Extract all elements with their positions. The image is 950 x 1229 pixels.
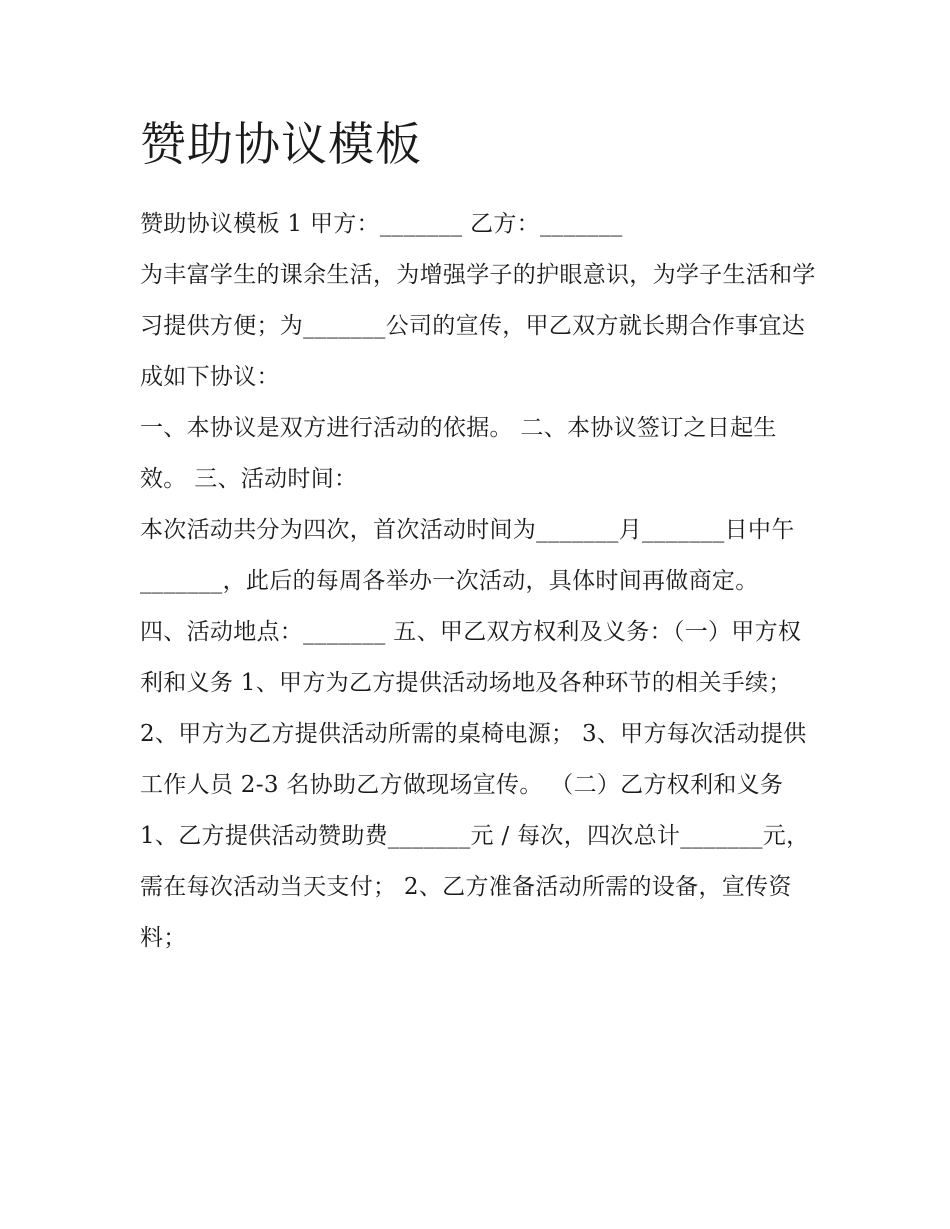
- paragraph-purpose: 为丰富学生的课余生活，为增强学子的护眼意识，为学子生活和学习提供方便；为_______公司的宣传，甲乙双方就长期合作事宜达成如下协议：: [140, 262, 816, 390]
- paragraph-clauses-1-3: 一、本协议是双方进行活动的依据。 二、本协议签订之日起生效。 三、活动时间：: [140, 415, 777, 492]
- paragraph-activity-time: 本次活动共分为四次，首次活动时间为_______月_______日中午_______，此后的每周各举办一次活动，具体时间再做商定。: [140, 517, 795, 594]
- paragraph-parties: 赞助协议模板 1 甲方：_______ 乙方：_______: [140, 211, 623, 237]
- document-title: 赞助协议模板: [140, 117, 422, 171]
- paragraph-location-and-party-a: 四、活动地点：_______ 五、甲乙双方权利及义务：（一）甲方权利和义务 1、甲方为乙方提供活动场地及各种环节的相关手续；: [140, 619, 802, 696]
- paragraph-party-b-duties: 1、乙方提供活动赞助费_______元 / 每次，四次总计_______元，需在每次活动当天支付； 2、乙方准备活动所需的设备，宣传资料；: [140, 823, 810, 951]
- document-body: [140, 199, 820, 964]
- paragraph-party-a-duties: 2、甲方为乙方提供活动所需的桌椅电源； 3、甲方每次活动提供工作人员 2-3 名协助乙方做现场宣传。 （二）乙方权利和义务: [140, 721, 807, 798]
